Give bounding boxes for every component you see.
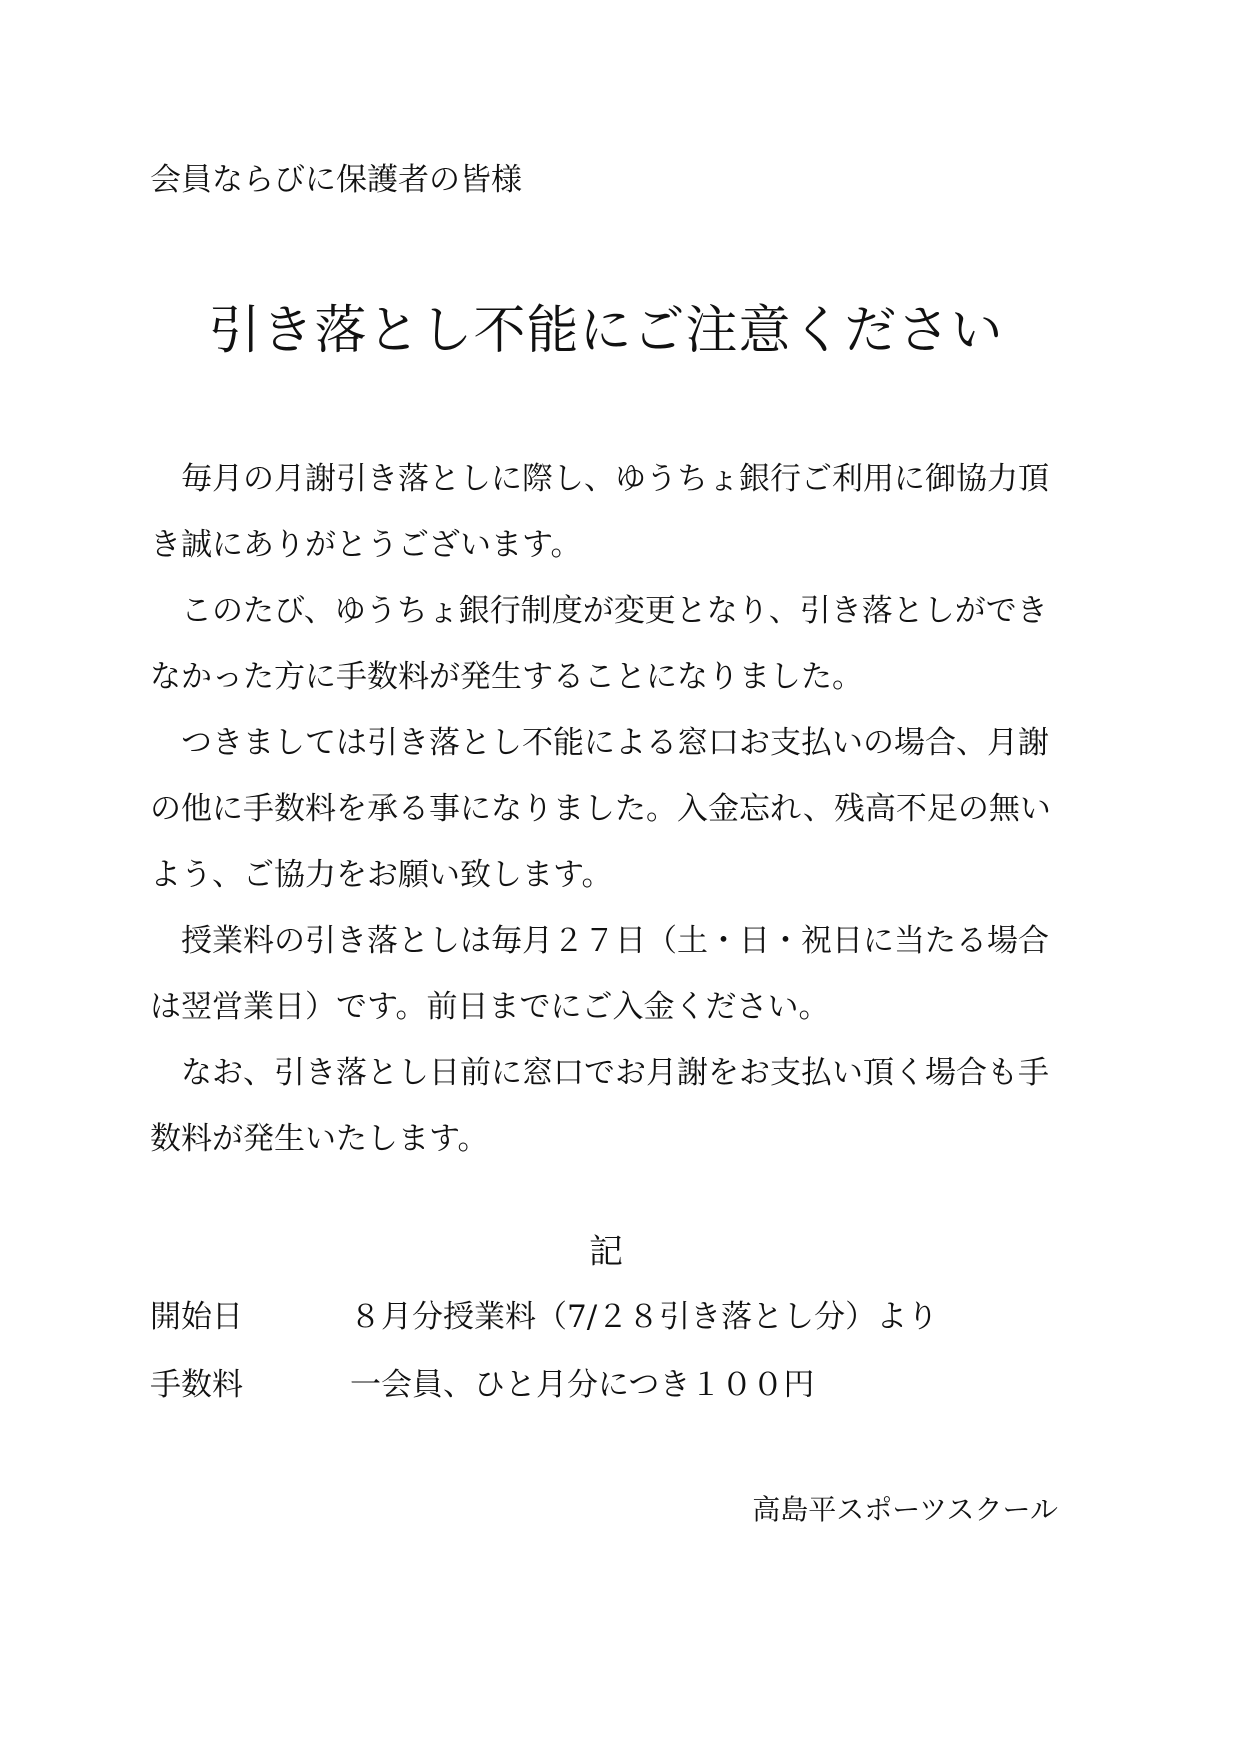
salutation: 会員ならびに保護者の皆様: [150, 162, 522, 198]
detail-row-start-date: [150, 1295, 1050, 1339]
body-paragraph: つきましては引き落とし不能による窓口お支払いの場合、月謝の他に手数料を承る事になりました。入金忘れ、残高不足の無いよう、ご協力をお願い致します。: [150, 725, 1051, 893]
detail-value: ８月分授業料（7/２８引き落とし分）より: [350, 1299, 939, 1335]
detail-value: 一会員、ひと月分につき１００円: [350, 1367, 815, 1403]
notice-body: [150, 446, 1070, 1172]
sender-name: 高島平スポーツスクール: [752, 1493, 1058, 1526]
body-paragraph: 毎月の月謝引き落としに際し、ゆうちょ銀行ご利用に御協力頂き誠にありがとうございます。: [150, 461, 1049, 563]
notice-title: 引き落とし不能にご注意ください: [208, 301, 1004, 361]
detail-label: 開始日: [150, 1299, 243, 1335]
body-paragraph: なお、引き落とし日前に窓口でお月謝をお支払い頂く場合も手数料が発生いたします。: [150, 1055, 1049, 1157]
body-paragraph: 授業料の引き落としは毎月２７日（土・日・祝日に当たる場合は翌営業日）です。前日までにご入金ください。: [150, 923, 1049, 1025]
detail-row-fee: [150, 1363, 1050, 1407]
body-paragraph: このたび、ゆうちょ銀行制度が変更となり、引き落としができなかった方に手数料が発生することになりました。: [150, 593, 1048, 695]
detail-label: 手数料: [150, 1367, 243, 1403]
ki-heading: 記: [589, 1232, 623, 1272]
